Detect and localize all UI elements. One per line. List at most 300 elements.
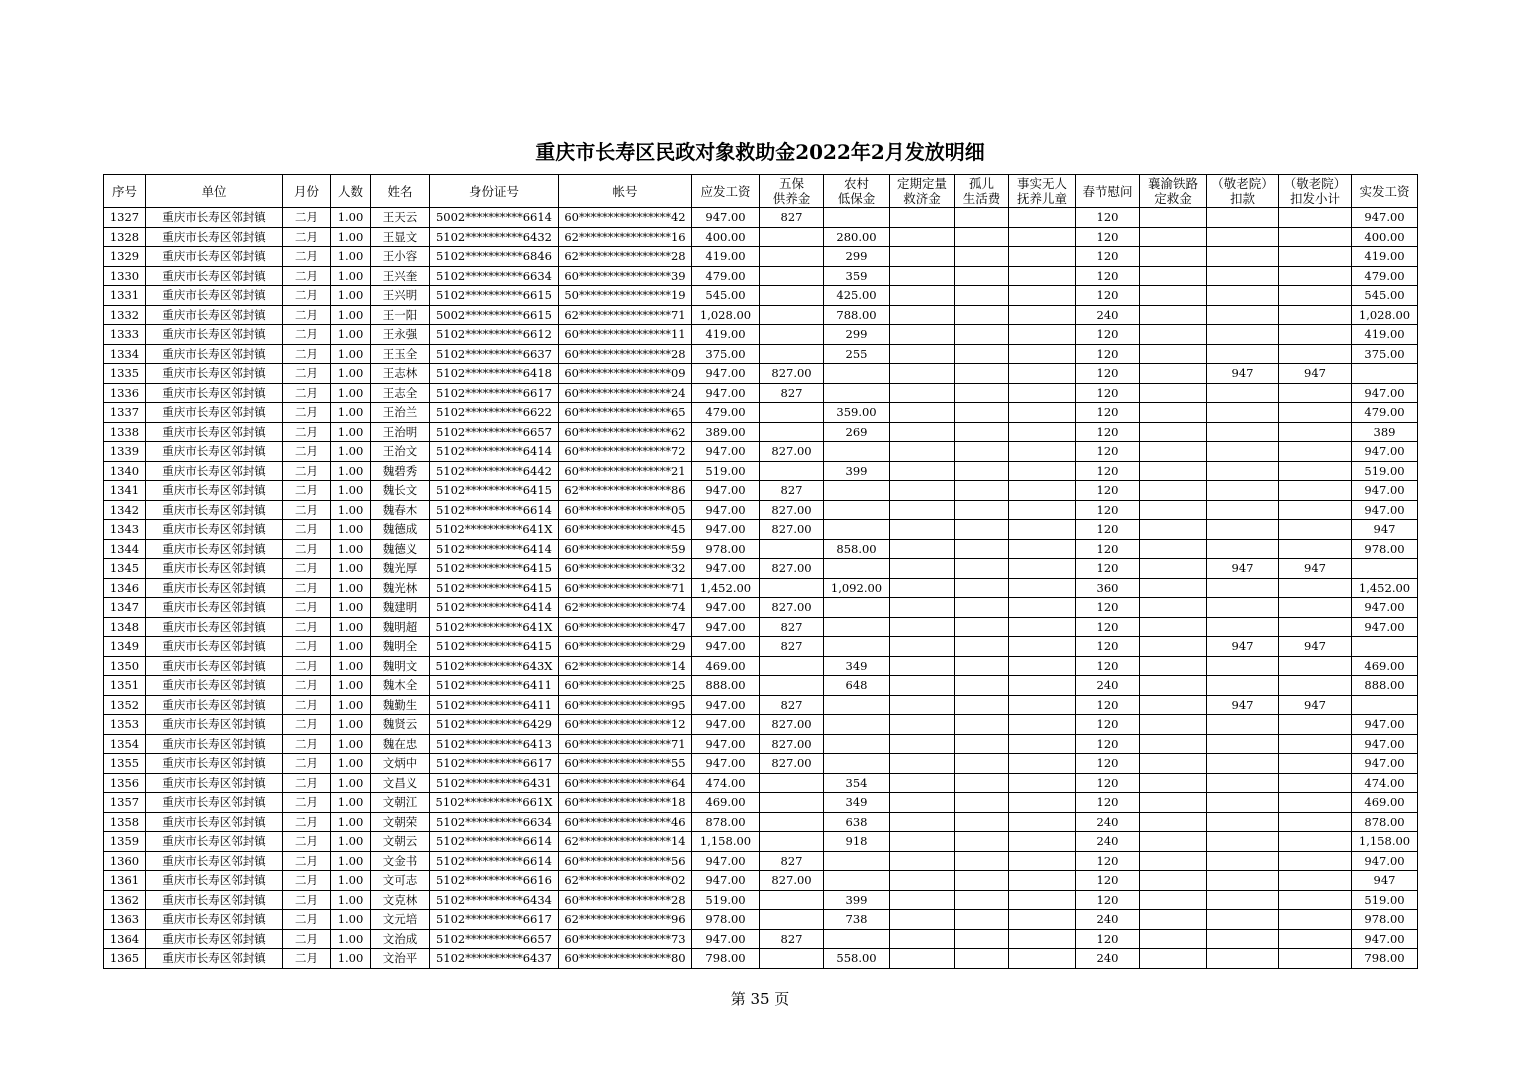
table-cell (890, 676, 955, 696)
table-cell: 947 (1279, 695, 1352, 715)
column-header: 人数 (331, 175, 371, 208)
table-cell (1207, 266, 1279, 286)
table-cell: 1341 (104, 481, 146, 501)
table-cell: 王志全 (371, 383, 430, 403)
table-cell: 1331 (104, 286, 146, 306)
table-cell: 5102**********6622 (430, 403, 559, 423)
table-cell: 399 (824, 890, 890, 910)
table-cell (1279, 442, 1352, 462)
table-cell: 魏贤云 (371, 715, 430, 735)
table-cell (890, 910, 955, 930)
table-cell: 62****************74 (559, 598, 692, 618)
table-cell (1009, 520, 1076, 540)
table-cell: 重庆市长寿区邻封镇 (146, 793, 283, 813)
table-cell: 827 (760, 929, 824, 949)
table-cell (1009, 617, 1076, 637)
table-cell: 947.00 (1352, 929, 1418, 949)
table-cell (824, 695, 890, 715)
table-cell (1140, 929, 1207, 949)
column-header: 定期定量 救济金 (890, 175, 955, 208)
table-cell (890, 364, 955, 384)
table-cell (1352, 695, 1418, 715)
table-cell: 827.00 (760, 598, 824, 618)
table-cell (1140, 832, 1207, 852)
table-cell: 1350 (104, 656, 146, 676)
table-cell: 947.00 (692, 734, 760, 754)
column-header: 事实无人 抚养儿童 (1009, 175, 1076, 208)
table-cell (1140, 442, 1207, 462)
table-cell (1207, 422, 1279, 442)
table-cell: 62****************71 (559, 305, 692, 325)
table-cell (1140, 422, 1207, 442)
table-cell (1009, 734, 1076, 754)
table-cell (1279, 890, 1352, 910)
table-cell: 947.00 (692, 929, 760, 949)
table-cell (760, 676, 824, 696)
table-cell (890, 539, 955, 559)
table-cell: 二月 (283, 929, 331, 949)
table-cell (890, 325, 955, 345)
table-cell (824, 500, 890, 520)
table-cell (1279, 247, 1352, 267)
table-cell (824, 598, 890, 618)
table-cell: 王小容 (371, 247, 430, 267)
table-cell (1009, 910, 1076, 930)
table-cell: 60****************18 (559, 793, 692, 813)
table-cell: 5102**********6616 (430, 871, 559, 891)
table-cell: 60****************28 (559, 890, 692, 910)
table-cell: 文炳中 (371, 754, 430, 774)
table-cell (1279, 500, 1352, 520)
table-cell: 1.00 (331, 325, 371, 345)
table-cell: 重庆市长寿区邻封镇 (146, 715, 283, 735)
table-cell: 827.00 (760, 871, 824, 891)
table-cell: 魏光厚 (371, 559, 430, 579)
table-cell: 5102**********6415 (430, 481, 559, 501)
table-cell: 1.00 (331, 286, 371, 306)
table-cell: 120 (1076, 656, 1140, 676)
table-cell: 947.00 (1352, 598, 1418, 618)
table-row (104, 910, 1418, 930)
table-cell: 120 (1076, 208, 1140, 228)
table-cell (890, 949, 955, 969)
table-cell: 947.00 (692, 520, 760, 540)
table-cell: 60****************80 (559, 949, 692, 969)
table-cell: 1329 (104, 247, 146, 267)
table-cell (1207, 617, 1279, 637)
table-cell (824, 383, 890, 403)
table-row (104, 481, 1418, 501)
table-cell (1140, 559, 1207, 579)
table-cell (760, 325, 824, 345)
table-cell (1009, 286, 1076, 306)
table-cell (1279, 910, 1352, 930)
table-cell: 947.00 (692, 481, 760, 501)
table-cell: 947 (1207, 364, 1279, 384)
table-cell: 798.00 (1352, 949, 1418, 969)
table-cell: 5102**********6431 (430, 773, 559, 793)
table-row (104, 286, 1418, 306)
table-row (104, 364, 1418, 384)
table-cell: 二月 (283, 383, 331, 403)
table-cell: 354 (824, 773, 890, 793)
table-cell (955, 383, 1009, 403)
table-cell: 二月 (283, 422, 331, 442)
table-cell: 1356 (104, 773, 146, 793)
table-cell: 5102**********6634 (430, 266, 559, 286)
table-cell: 120 (1076, 715, 1140, 735)
table-cell (1279, 851, 1352, 871)
table-cell (1009, 422, 1076, 442)
table-cell (1207, 403, 1279, 423)
table-cell: 1336 (104, 383, 146, 403)
table-row (104, 812, 1418, 832)
table-cell (955, 422, 1009, 442)
table-cell: 1.00 (331, 890, 371, 910)
table-cell (955, 656, 1009, 676)
table-cell (1009, 676, 1076, 696)
table-cell: 1.00 (331, 656, 371, 676)
table-cell: 文金书 (371, 851, 430, 871)
table-cell: 魏勤生 (371, 695, 430, 715)
table-cell (824, 754, 890, 774)
table-cell (824, 520, 890, 540)
table-cell (955, 403, 1009, 423)
table-cell: 魏建明 (371, 598, 430, 618)
table-cell: 1340 (104, 461, 146, 481)
table-cell (1352, 364, 1418, 384)
table-cell: 1363 (104, 910, 146, 930)
table-cell: 60****************59 (559, 539, 692, 559)
table-cell: 王天云 (371, 208, 430, 228)
table-cell (1207, 442, 1279, 462)
table-cell: 947 (1207, 559, 1279, 579)
table-cell (1009, 364, 1076, 384)
table-cell (1140, 734, 1207, 754)
table-cell (1140, 266, 1207, 286)
table-cell (955, 832, 1009, 852)
table-cell (1009, 461, 1076, 481)
table-cell (955, 500, 1009, 520)
table-cell: 重庆市长寿区邻封镇 (146, 247, 283, 267)
table-cell: 827 (760, 637, 824, 657)
table-cell: 重庆市长寿区邻封镇 (146, 559, 283, 579)
table-cell: 1351 (104, 676, 146, 696)
table-cell (890, 832, 955, 852)
table-cell: 5102**********6442 (430, 461, 559, 481)
table-cell: 827.00 (760, 500, 824, 520)
table-cell: 5102**********6434 (430, 890, 559, 910)
table-cell: 二月 (283, 949, 331, 969)
table-cell: 1327 (104, 208, 146, 228)
table-cell: 947 (1207, 637, 1279, 657)
table-cell (955, 871, 1009, 891)
table-cell (890, 715, 955, 735)
table-cell: 文元培 (371, 910, 430, 930)
table-cell (1279, 598, 1352, 618)
table-cell (1140, 539, 1207, 559)
table-cell (760, 305, 824, 325)
table-cell: 375.00 (692, 344, 760, 364)
table-cell: 1.00 (331, 305, 371, 325)
table-cell: 5102**********641X (430, 520, 559, 540)
table-cell: 240 (1076, 305, 1140, 325)
table-cell (955, 364, 1009, 384)
table-cell: 重庆市长寿区邻封镇 (146, 637, 283, 657)
table-cell (1207, 734, 1279, 754)
table-cell: 947 (1207, 695, 1279, 715)
table-cell: 5102**********6617 (430, 910, 559, 930)
table-cell: 947.00 (692, 695, 760, 715)
table-cell (1279, 773, 1352, 793)
table-cell: 1.00 (331, 734, 371, 754)
table-cell: 878.00 (692, 812, 760, 832)
table-cell: 魏在忠 (371, 734, 430, 754)
table-cell: 1362 (104, 890, 146, 910)
table-cell: 60****************46 (559, 812, 692, 832)
table-cell: 1,028.00 (692, 305, 760, 325)
table-cell (760, 422, 824, 442)
table-cell: 二月 (283, 812, 331, 832)
table-cell: 文朝荣 (371, 812, 430, 832)
table-cell: 1,028.00 (1352, 305, 1418, 325)
table-cell (1207, 286, 1279, 306)
table-cell (760, 461, 824, 481)
table-cell (1009, 266, 1076, 286)
table-cell (890, 247, 955, 267)
table-cell: 二月 (283, 266, 331, 286)
table-cell: 947.00 (1352, 500, 1418, 520)
table-cell (1279, 422, 1352, 442)
table-cell: 255 (824, 344, 890, 364)
table-cell (824, 871, 890, 891)
table-cell: 1359 (104, 832, 146, 852)
table-cell: 120 (1076, 754, 1140, 774)
table-cell: 二月 (283, 578, 331, 598)
table-cell: 二月 (283, 715, 331, 735)
table-cell: 二月 (283, 539, 331, 559)
table-cell: 1.00 (331, 617, 371, 637)
table-cell: 120 (1076, 461, 1140, 481)
table-cell: 重庆市长寿区邻封镇 (146, 578, 283, 598)
table-cell: 魏明文 (371, 656, 430, 676)
table-cell: 60****************29 (559, 637, 692, 657)
table-cell: 120 (1076, 364, 1140, 384)
table-cell (1352, 559, 1418, 579)
table-cell (824, 637, 890, 657)
column-header: 身份证号 (430, 175, 559, 208)
table-cell (890, 695, 955, 715)
table-cell (1279, 325, 1352, 345)
table-cell: 827 (760, 208, 824, 228)
table-cell: 文克林 (371, 890, 430, 910)
table-row (104, 461, 1418, 481)
table-cell: 947.00 (1352, 754, 1418, 774)
table-cell: 二月 (283, 208, 331, 228)
table-cell (1140, 949, 1207, 969)
table-cell: 1345 (104, 559, 146, 579)
table-cell: 479.00 (1352, 266, 1418, 286)
table-cell: 二月 (283, 481, 331, 501)
table-cell: 947.00 (1352, 715, 1418, 735)
table-cell (890, 734, 955, 754)
table-cell (1140, 364, 1207, 384)
table-cell: 978.00 (692, 910, 760, 930)
table-cell (1009, 871, 1076, 891)
table-cell: 120 (1076, 734, 1140, 754)
table-cell: 120 (1076, 481, 1140, 501)
table-cell (955, 227, 1009, 247)
table-cell: 王兴明 (371, 286, 430, 306)
table-cell: 5102**********6637 (430, 344, 559, 364)
table-cell (1279, 344, 1352, 364)
table-cell: 1.00 (331, 695, 371, 715)
table-cell (955, 344, 1009, 364)
table-cell: 558.00 (824, 949, 890, 969)
table-cell: 魏长文 (371, 481, 430, 501)
table-cell (760, 949, 824, 969)
table-cell: 62****************14 (559, 832, 692, 852)
table-cell: 60****************95 (559, 695, 692, 715)
table-cell (1140, 656, 1207, 676)
table-cell (1207, 754, 1279, 774)
table-cell: 二月 (283, 520, 331, 540)
table-cell: 魏明超 (371, 617, 430, 637)
column-header: 孤儿 生活费 (955, 175, 1009, 208)
table-cell: 二月 (283, 754, 331, 774)
table-cell (1140, 305, 1207, 325)
table-cell: 重庆市长寿区邻封镇 (146, 949, 283, 969)
table-cell (955, 793, 1009, 813)
table-cell: 1.00 (331, 208, 371, 228)
table-cell: 1339 (104, 442, 146, 462)
table-cell: 638 (824, 812, 890, 832)
table-cell (890, 773, 955, 793)
table-cell: 二月 (283, 364, 331, 384)
column-header: 襄渝铁路 定救金 (1140, 175, 1207, 208)
table-cell (760, 266, 824, 286)
table-cell: 978.00 (692, 539, 760, 559)
table-cell: 120 (1076, 773, 1140, 793)
table-cell (1140, 773, 1207, 793)
table-cell (760, 890, 824, 910)
table-cell: 947.00 (692, 851, 760, 871)
table-cell (1009, 305, 1076, 325)
table-cell (1009, 637, 1076, 657)
table-cell (1207, 539, 1279, 559)
table-cell: 1.00 (331, 812, 371, 832)
table-cell (955, 208, 1009, 228)
table-cell (955, 773, 1009, 793)
table-cell: 60****************64 (559, 773, 692, 793)
table-cell (1140, 676, 1207, 696)
table-cell (890, 266, 955, 286)
table-cell: 60****************25 (559, 676, 692, 696)
table-cell: 文朝江 (371, 793, 430, 813)
table-cell: 120 (1076, 227, 1140, 247)
table-cell: 349 (824, 656, 890, 676)
page-title: 重庆市长寿区民政对象救助金2022年2月发放明细 (535, 140, 985, 164)
table-cell: 重庆市长寿区邻封镇 (146, 890, 283, 910)
table-cell: 419.00 (1352, 325, 1418, 345)
table-cell: 269 (824, 422, 890, 442)
table-cell: 519.00 (692, 890, 760, 910)
table-cell (955, 559, 1009, 579)
table-row (104, 617, 1418, 637)
table-cell (955, 734, 1009, 754)
table-cell: 60****************05 (559, 500, 692, 520)
table-cell: 重庆市长寿区邻封镇 (146, 227, 283, 247)
table-cell: 798.00 (692, 949, 760, 969)
table-row (104, 949, 1418, 969)
table-cell (1140, 520, 1207, 540)
table-cell (1140, 286, 1207, 306)
table-cell: 469.00 (1352, 793, 1418, 813)
table-row (104, 422, 1418, 442)
table-cell: 1365 (104, 949, 146, 969)
table-cell: 240 (1076, 832, 1140, 852)
table-cell: 重庆市长寿区邻封镇 (146, 266, 283, 286)
table-cell (1207, 344, 1279, 364)
table-cell (955, 247, 1009, 267)
table-cell: 399 (824, 461, 890, 481)
table-cell: 重庆市长寿区邻封镇 (146, 481, 283, 501)
column-header: （敬老院） 扣发小计 (1279, 175, 1352, 208)
table-cell (1140, 910, 1207, 930)
table-cell (890, 559, 955, 579)
table-cell: 947.00 (692, 559, 760, 579)
table-cell (1207, 949, 1279, 969)
table-cell: 5102**********6614 (430, 832, 559, 852)
table-cell: 947 (1352, 871, 1418, 891)
table-cell: 1330 (104, 266, 146, 286)
table-cell (890, 442, 955, 462)
table-cell: 1344 (104, 539, 146, 559)
table-cell: 二月 (283, 598, 331, 618)
table-cell: 5102**********6415 (430, 578, 559, 598)
table-row (104, 383, 1418, 403)
table-cell: 1354 (104, 734, 146, 754)
table-cell: 1332 (104, 305, 146, 325)
table-cell: 5102**********6414 (430, 442, 559, 462)
table-cell: 二月 (283, 793, 331, 813)
table-cell: 389.00 (692, 422, 760, 442)
table-cell: 重庆市长寿区邻封镇 (146, 520, 283, 540)
table-cell: 240 (1076, 812, 1140, 832)
table-cell: 王一阳 (371, 305, 430, 325)
table-cell (890, 383, 955, 403)
table-cell (1140, 578, 1207, 598)
table-cell: 文昌义 (371, 773, 430, 793)
table-cell (890, 520, 955, 540)
table-cell: 魏碧秀 (371, 461, 430, 481)
table-cell: 60****************71 (559, 734, 692, 754)
table-cell (1279, 929, 1352, 949)
table-cell: 重庆市长寿区邻封镇 (146, 832, 283, 852)
table-cell (1009, 227, 1076, 247)
table-cell (760, 578, 824, 598)
table-cell: 120 (1076, 520, 1140, 540)
table-cell: 1328 (104, 227, 146, 247)
table-cell (1140, 637, 1207, 657)
table-cell: 重庆市长寿区邻封镇 (146, 305, 283, 325)
table-cell: 重庆市长寿区邻封镇 (146, 364, 283, 384)
column-header: 应发工资 (692, 175, 760, 208)
table-cell: 5102**********641X (430, 617, 559, 637)
table-cell (760, 227, 824, 247)
table-cell: 1343 (104, 520, 146, 540)
table-cell: 389 (1352, 422, 1418, 442)
